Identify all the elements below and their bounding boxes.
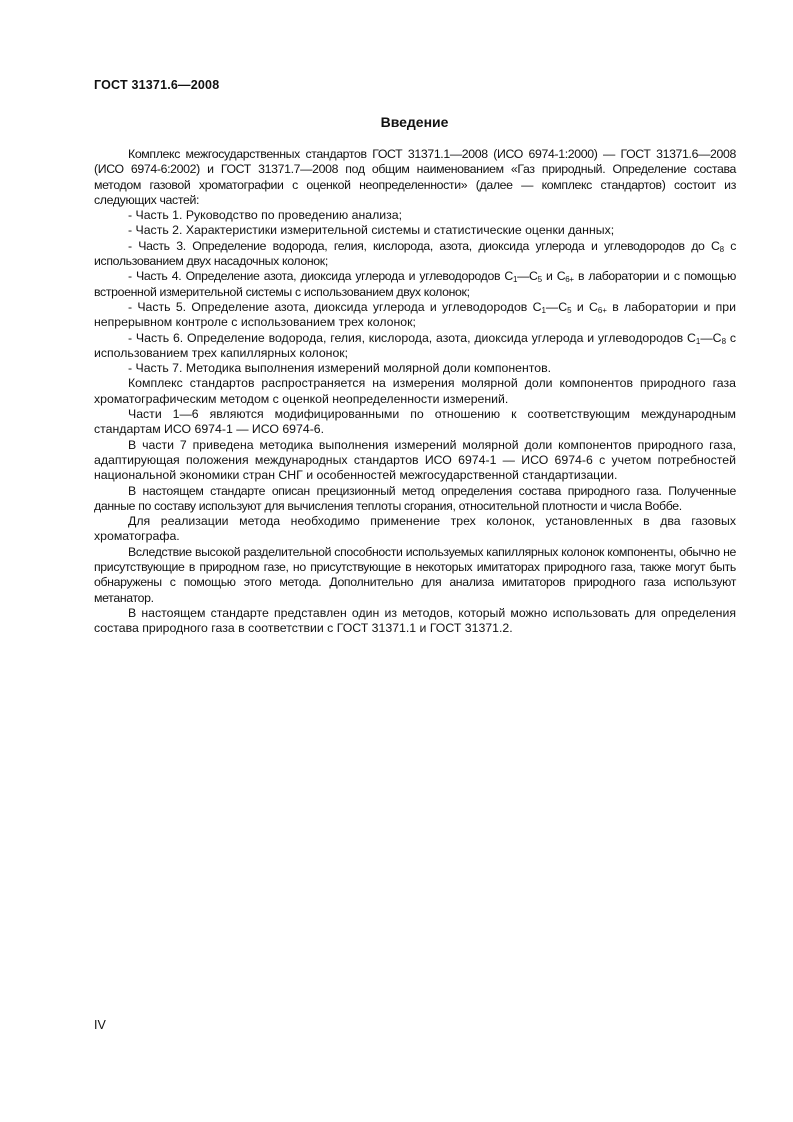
part-text: - Часть 2. Характеристики измерительной системы и статистические оценки данных;: [128, 223, 615, 238]
part-text: - Часть 6. Определение водорода, гелия, кислорода, азота, диоксида углерода и углеводородов C: [128, 330, 696, 345]
list-item: [94, 361, 736, 376]
part-text: и C: [541, 269, 566, 284]
part-text: - Часть 5. Определение азота, диоксида углерода и углеводородов C: [128, 299, 542, 314]
page-title: Введение: [380, 114, 449, 130]
list-item: [94, 300, 736, 331]
body-paragraph: Части 1—6 являются модифицированными по отношению к соответствующим международным стандартам ИСО 6974-1 — ИСО 6974-6.: [94, 407, 736, 437]
part-text: с использованием двух насадочных колонок;: [94, 238, 736, 269]
part-text: - Часть 7. Методика выполнения измерений молярной доли компонентов.: [128, 361, 552, 376]
parts-list: [94, 208, 736, 376]
body-paragraph: В части 7 приведена методика выполнения измерений молярной доли компонентов природного газа, адаптирующая положения международных стандартов ИСО 6974-1 — ИСО 6974-6 с учетом потребностей национальной экономики стран СНГ и особенностей межгосударственной стандартизации.: [94, 437, 736, 483]
part-text: —C: [517, 269, 538, 284]
subscript: 5: [567, 305, 572, 315]
list-item: [94, 223, 736, 238]
part-text: - Часть 1. Руководство по проведению анализа;: [128, 208, 403, 223]
subscript: 1: [541, 305, 546, 315]
part-text: и C: [571, 299, 598, 314]
body-paragraph: В настоящем стандарте описан прецизионный метод определения состава природного газа. Полученные данные по составу используют для вычисления теплоты сгорания, относительной плотности и числа Воббе.: [94, 483, 736, 513]
list-item: [94, 208, 736, 223]
body-paragraph: Для реализации метода необходимо применение трех колонок, установленных в два газовых хроматографа.: [94, 514, 736, 544]
part-text: - Часть 3. Определение водорода, гелия, кислорода, азота, диоксида углерода и углеводородов до C: [128, 238, 720, 253]
part-text: в лаборатории и с помощью встроенной измерительной системы с использованием двух колонок;: [94, 269, 736, 299]
document-code: ГОСТ 31371.6—2008: [94, 78, 220, 92]
body-paragraph: Вследствие высокой разделительной способности используемых капиллярных колонок компоненты, обычно не присутствующие в природном газе, но присутствующие в некоторых имитаторах природного газа, также могут быть обнаружены с помощью этого метода. Дополнительно для анализа имитаторов природного газа используют метанатор.: [94, 544, 736, 605]
part-text: - Часть 4. Определение азота, диоксида углерода и углеводородов C: [128, 269, 513, 284]
subscript: 5: [537, 275, 542, 285]
subscript: 1: [695, 336, 701, 346]
intro-paragraph: Комплекс межгосударственных стандартов ГОСТ 31371.1—2008 (ИСО 6974-1:2000) — ГОСТ 31371.6—2008 (ИСО 6974-6:2002) и ГОСТ 31371.7—2008 под общим наименованием «Газ природный. Определение состава методом газовой хроматографии с оценкой неопределенности» (далее — комплекс стандартов) состоит из следующих частей:: [94, 147, 736, 207]
part-text: —C: [545, 299, 568, 314]
page-number: IV: [94, 1018, 106, 1032]
subscript: 1: [512, 275, 518, 285]
subscript: 8: [719, 244, 724, 254]
subscript: 8: [721, 336, 727, 346]
subscript: 6+: [597, 305, 607, 315]
part-text: —C: [700, 330, 722, 345]
list-item: [94, 331, 736, 362]
subscript: 6+: [565, 275, 574, 285]
list-item: [94, 239, 736, 270]
part-text: с использованием трех капиллярных колонок;: [94, 330, 736, 360]
document-body: [94, 147, 736, 637]
body-paragraph: Комплекс стандартов распространяется на измерения молярной доли компонентов природного газа хроматографическим методом с оценкой неопределенности измерений.: [94, 376, 736, 406]
part-text: в лаборатории и при непрерывном контроле с использованием трех колонок;: [94, 299, 736, 330]
list-item: [94, 269, 736, 300]
body-paragraph: В настоящем стандарте представлен один из методов, который можно использовать для определения состава природного газа в соответствии с ГОСТ 31371.1 и ГОСТ 31371.2.: [94, 605, 736, 636]
